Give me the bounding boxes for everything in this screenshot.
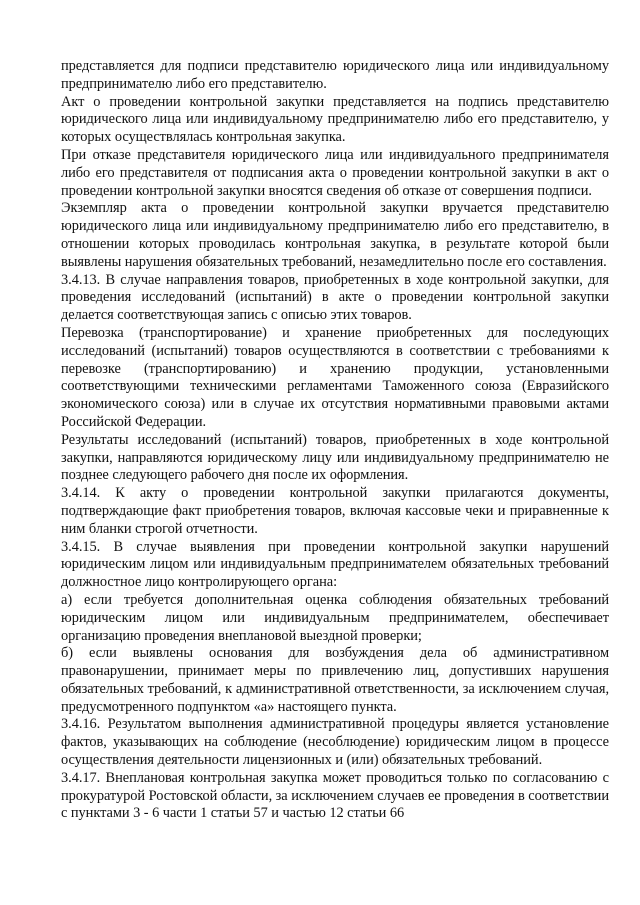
paragraph-signature-continued: представляется для подписи представителю юридического лица или индивидуальному предпринимателю либо его представителю.: [61, 58, 609, 92]
paragraph-transportation-storage: Перевозка (транспортирование) и хранение приобретенных для последующих исследований (испытаний) товаров осуществляются в соответствии с требованиями к перевозке (транспортированию) и хранению продукции, установленными соответствующими техническими регламентами Таможенного союза (Евразийского экономического союза) или в случае их отсутствия нормативными правовыми актами Российской Федерации.: [61, 324, 609, 430]
paragraph-test-results: Результаты исследований (испытаний) товаров, приобретенных в ходе контрольной закупки, направляются юридическому лицу или индивидуальному предпринимателю не позднее следующего рабочего дня после их оформления.: [61, 431, 609, 484]
document-body: [61, 58, 609, 823]
paragraph-act-copy-delivery: Экземпляр акта о проведении контрольной закупки вручается представителю юридического лица или индивидуальному предпринимателю либо его представителю, в отношении которых проводилась контрольная закупка, в результате которой были выявлены нарушения обязательных требований, незамедлительно после его составления.: [61, 200, 609, 270]
paragraph-item-b: б) если выявлены основания для возбуждения дела об административном правонарушении, принимает меры по привлечению лиц, допустивших нарушения обязательных требований, к административной ответственности, за исключением случая, предусмотренного подпунктом «а» настоящего пункта.: [61, 645, 609, 715]
paragraph-act-signing: Акт о проведении контрольной закупки представляется на подпись представителю юридического лица или индивидуальному предпринимателю либо его представителю, у которых осуществлялась контрольная закупка.: [61, 93, 609, 146]
paragraph-3-4-13: 3.4.13. В случае направления товаров, приобретенных в ходе контрольной закупки, для проведения исследований (испытаний) в акте о проведении контрольной закупки делается соответствующая запись с описью этих товаров.: [61, 271, 609, 324]
paragraph-3-4-14: 3.4.14. К акту о проведении контрольной закупки прилагаются документы, подтверждающие факт приобретения товаров, включая кассовые чеки и приравненные к ним бланки строгой отчетности.: [61, 485, 609, 537]
paragraph-3-4-17: 3.4.17. Внеплановая контрольная закупка может проводиться только по согласованию с прокуратурой Ростовской области, за исключением случаев ее проведения в соответствии с пунктами 3 - 6 части 1 статьи 57 и частью 12 статьи 66: [61, 769, 609, 822]
paragraph-item-a: а) если требуется дополнительная оценка соблюдения обязательных требований юридическим лицом или индивидуальным предпринимателем, обеспечивает организацию проведения внеплановой выездной проверки;: [61, 591, 609, 644]
paragraph-3-4-15: 3.4.15. В случае выявления при проведении контрольной закупки нарушений юридическим лицом или индивидуальным предпринимателем обязательных требований должностное лицо контролирующего органа:: [61, 538, 609, 591]
paragraph-3-4-16: 3.4.16. Результатом выполнения административной процедуры является установление фактов, указывающих на соблюдение (несоблюдение) юридическим лицом в процессе осуществления деятельности лицензионных и (или) обязательных требований.: [61, 716, 609, 769]
paragraph-refusal-to-sign: При отказе представителя юридического лица или индивидуального предпринимателя либо его представителя от подписания акта о проведении контрольной закупки в акт о проведении контрольной закупки вносятся сведения об отказе от совершения подписи.: [61, 146, 609, 199]
